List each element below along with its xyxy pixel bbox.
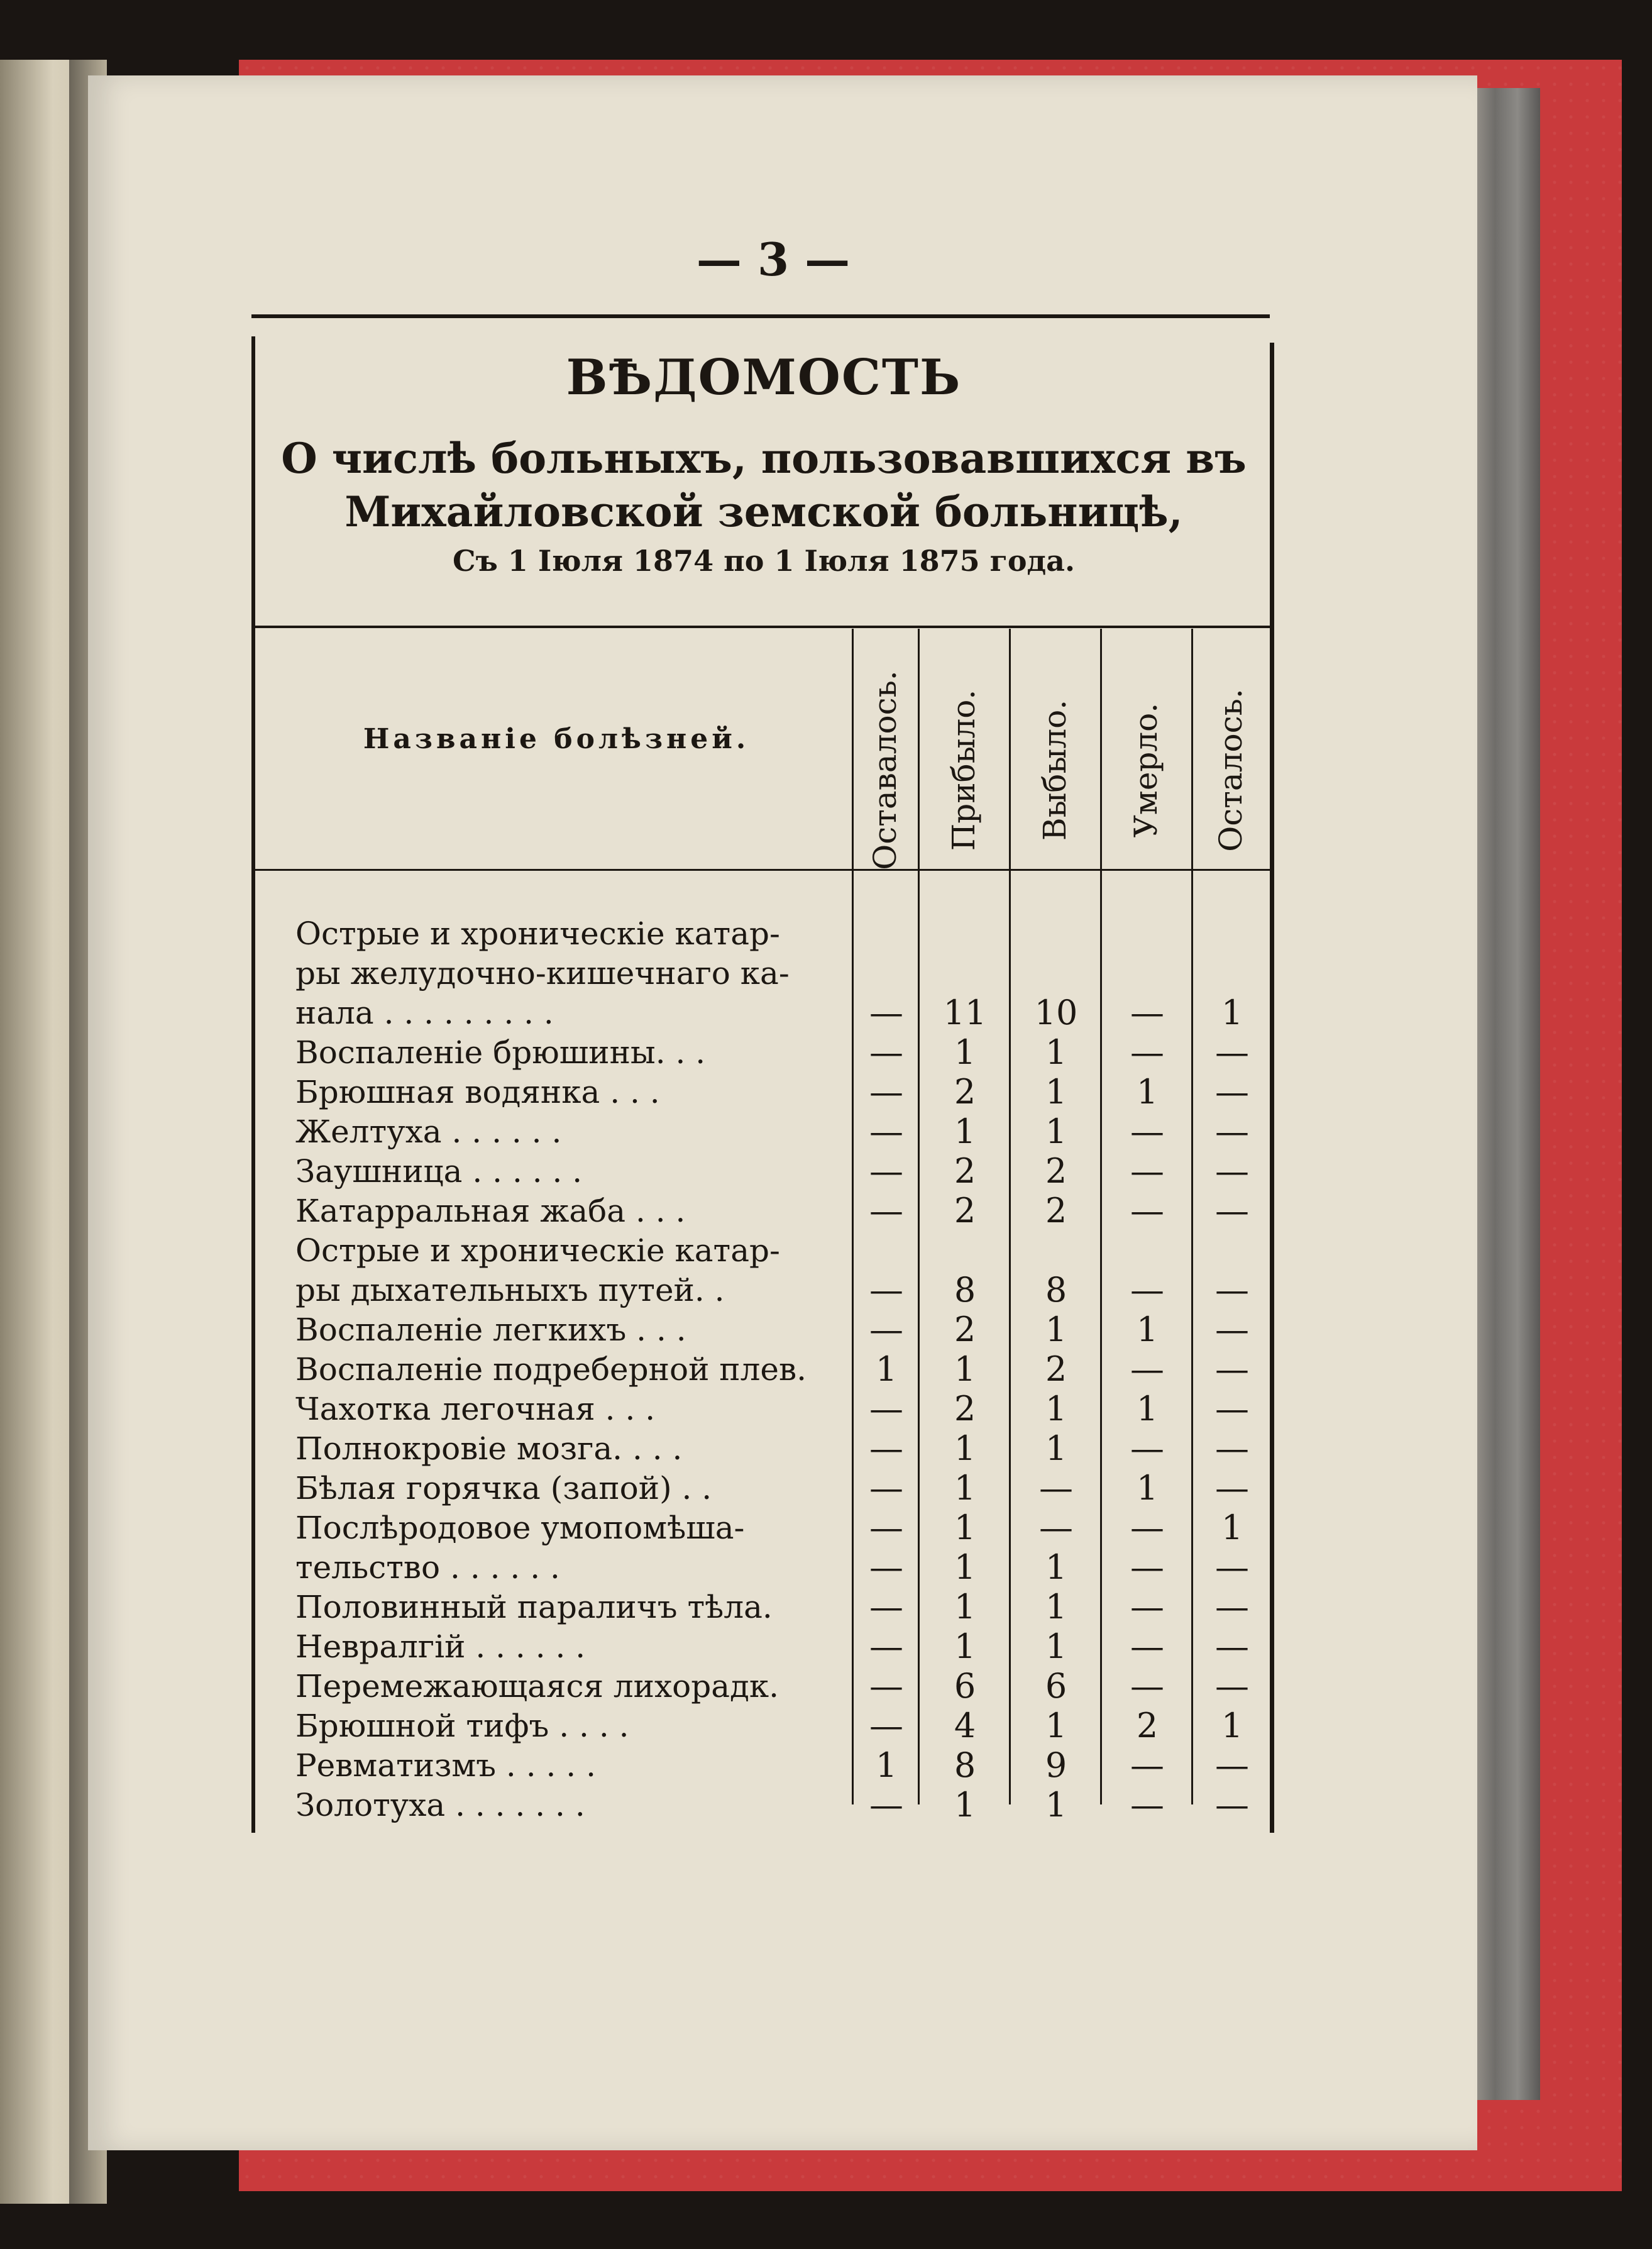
table-cell: — [1215, 1112, 1249, 1151]
column-header-remained-before: Оставалось. [867, 670, 903, 870]
disease-name: Брюшной тифъ . . . . [295, 1708, 629, 1744]
disease-name: Воспаленіе легкихъ . . . [295, 1312, 686, 1348]
disease-name: ры дыхательныхъ путей. . [295, 1272, 725, 1308]
table-cell: — [1215, 1349, 1249, 1389]
table-cell: — [869, 1072, 903, 1112]
table-cell: — [1130, 1032, 1164, 1072]
table-left-border [251, 336, 255, 1833]
document-subtitle-2: Михайловской земской больницѣ, [344, 487, 1183, 536]
date-range: Съ 1 Іюля 1874 по 1 Іюля 1875 года. [453, 544, 1075, 578]
table-cell: — [1215, 1389, 1249, 1428]
column-header-discharged: Выбыло. [1037, 699, 1073, 841]
table-cell: — [869, 1428, 903, 1468]
table-cell: — [1130, 1270, 1164, 1310]
table-cell: — [1130, 1547, 1164, 1587]
column-rule [1009, 629, 1011, 1804]
table-cell: — [869, 1389, 903, 1428]
table-cell: — [1039, 1508, 1073, 1547]
table-cell: 1 [875, 1349, 898, 1389]
table-cell: 1 [954, 1032, 976, 1072]
table-cell: — [1215, 1032, 1249, 1072]
table-cell: 1 [1045, 1389, 1067, 1428]
table-cell: 1 [1045, 1072, 1067, 1112]
table-cell: — [869, 993, 903, 1032]
document-title: ВѢДОМОСТЬ [566, 349, 962, 406]
disease-name: ры желудочно-кишечнаго ка- [295, 955, 790, 992]
table-cell: — [1130, 1627, 1164, 1666]
table-cell: — [1130, 1191, 1164, 1230]
table-cell: — [869, 1627, 903, 1666]
disease-name: Желтуха . . . . . . [295, 1113, 562, 1150]
table-cell: 8 [954, 1270, 976, 1310]
table-cell: — [1130, 993, 1164, 1032]
table-cell: 1 [1045, 1706, 1067, 1745]
disease-name: Перемежающаяся лихорадк. [295, 1668, 779, 1705]
table-cell: 1 [954, 1785, 976, 1825]
table-cell: 1 [1045, 1547, 1067, 1587]
table-cell: 1 [1136, 1389, 1159, 1428]
disease-name: Заушница . . . . . . [295, 1153, 583, 1190]
table-cell: 2 [1045, 1349, 1067, 1389]
table-cell: — [869, 1706, 903, 1745]
table-cell: — [1215, 1587, 1249, 1627]
table-cell: 1 [954, 1468, 976, 1508]
table-cell: 2 [1045, 1151, 1067, 1191]
table-cell: 4 [954, 1706, 976, 1745]
disease-name: Бѣлая горячка (запой) . . [295, 1470, 712, 1506]
disease-name: тельство . . . . . . [295, 1549, 560, 1586]
disease-name: Брюшная водянка . . . [295, 1074, 660, 1110]
table-cell: — [1130, 1428, 1164, 1468]
table-cell: 2 [954, 1389, 976, 1428]
table-cell: — [1130, 1666, 1164, 1706]
table-cell: 9 [1045, 1745, 1067, 1785]
table-cell: 1 [954, 1508, 976, 1547]
table-top-rule [251, 314, 1270, 318]
table-cell: — [1130, 1151, 1164, 1191]
table-cell: 2 [1136, 1706, 1159, 1745]
table-cell: — [1215, 1428, 1249, 1468]
table-cell: 1 [1136, 1072, 1159, 1112]
header-divider [255, 626, 1270, 628]
table-cell: 6 [954, 1666, 976, 1706]
table-cell: 2 [954, 1191, 976, 1230]
table-cell: 1 [1045, 1627, 1067, 1666]
table-cell: — [1039, 1468, 1073, 1508]
column-header-arrived: Прибыло. [945, 689, 982, 851]
table-cell: — [869, 1587, 903, 1627]
table-cell: 10 [1034, 993, 1078, 1032]
column-header-remained-after: Осталось. [1213, 688, 1249, 852]
table-cell: — [869, 1785, 903, 1825]
table-cell: — [1130, 1587, 1164, 1627]
table-cell: 6 [1045, 1666, 1067, 1706]
table-cell: — [869, 1666, 903, 1706]
table-cell: — [1130, 1745, 1164, 1785]
disease-name: Острые и хроническіе катар- [295, 915, 780, 952]
table-cell: — [1215, 1547, 1249, 1587]
disease-name: Воспаленіе брюшины. . . [295, 1034, 706, 1071]
table-cell: — [869, 1112, 903, 1151]
table-cell: — [1215, 1191, 1249, 1230]
table-cell: — [1215, 1072, 1249, 1112]
table-cell: 8 [954, 1745, 976, 1785]
table-cell: — [869, 1151, 903, 1191]
table-cell: 1 [954, 1627, 976, 1666]
table-cell: 1 [954, 1112, 976, 1151]
table-cell: — [869, 1191, 903, 1230]
disease-name: Послѣродовое умопомѣша- [295, 1510, 745, 1546]
table-cell: 1 [1221, 1508, 1243, 1547]
column-rule [1100, 629, 1102, 1804]
table-cell: 1 [1045, 1428, 1067, 1468]
disease-name: Катарральная жаба . . . [295, 1193, 686, 1229]
table-cell: 1 [1045, 1587, 1067, 1627]
disease-name: Золотуха . . . . . . . [295, 1787, 585, 1823]
table-cell: — [869, 1310, 903, 1349]
table-cell: — [1215, 1627, 1249, 1666]
table-cell: 1 [954, 1547, 976, 1587]
table-cell: — [1215, 1666, 1249, 1706]
disease-name: Невралгій . . . . . . [295, 1628, 586, 1665]
table-cell: — [1130, 1785, 1164, 1825]
disease-name-header: Названіе болѣзней. [363, 723, 750, 755]
document-subtitle-1: О числѣ больныхъ, пользовавшихся въ [281, 434, 1247, 483]
table-cell: 1 [1221, 1706, 1243, 1745]
table-cell: — [869, 1270, 903, 1310]
table-cell: — [1130, 1112, 1164, 1151]
table-cell: 2 [954, 1310, 976, 1349]
table-cell: 1 [954, 1349, 976, 1389]
table-cell: — [1215, 1270, 1249, 1310]
disease-name: нала . . . . . . . . . [295, 995, 554, 1031]
table-cell: — [1215, 1310, 1249, 1349]
table-cell: 8 [1045, 1270, 1067, 1310]
disease-name: Ревматизмъ . . . . . [295, 1747, 596, 1784]
table-cell: 1 [1136, 1310, 1159, 1349]
table-cell: 1 [1045, 1112, 1067, 1151]
column-header-died: Умерло. [1128, 702, 1164, 838]
table-cell: 2 [954, 1072, 976, 1112]
table-cell: — [1215, 1151, 1249, 1191]
table-cell: — [869, 1468, 903, 1508]
table-cell: 1 [954, 1428, 976, 1468]
page-number: — 3 — [696, 233, 851, 286]
table-cell: — [1215, 1785, 1249, 1825]
table-cell: 1 [1136, 1468, 1159, 1508]
table-cell: 1 [1045, 1310, 1067, 1349]
table-cell: 2 [1045, 1191, 1067, 1230]
table-cell: 1 [1221, 993, 1243, 1032]
table-cell: — [1130, 1349, 1164, 1389]
disease-name: Половинный параличъ тѣла. [295, 1589, 773, 1625]
table-cell: — [869, 1032, 903, 1072]
table-cell: 1 [954, 1587, 976, 1627]
table-cell: 1 [1045, 1785, 1067, 1825]
table-cell: 1 [875, 1745, 898, 1785]
table-cell: 1 [1045, 1032, 1067, 1072]
table-cell: 11 [943, 993, 987, 1032]
table-cell: — [869, 1547, 903, 1587]
table-cell: 2 [954, 1151, 976, 1191]
table-cell: — [1130, 1508, 1164, 1547]
column-header-divider [255, 869, 1270, 871]
disease-name: Полнокровіе мозга. . . . [295, 1430, 683, 1467]
disease-name: Воспаленіе подреберной плев. [295, 1351, 807, 1388]
table-cell: — [1215, 1745, 1249, 1785]
disease-name: Чахотка легочная . . . [295, 1391, 656, 1427]
table-cell: — [1215, 1468, 1249, 1508]
table-cell: — [869, 1508, 903, 1547]
disease-name: Острые и хроническіе катар- [295, 1232, 780, 1269]
